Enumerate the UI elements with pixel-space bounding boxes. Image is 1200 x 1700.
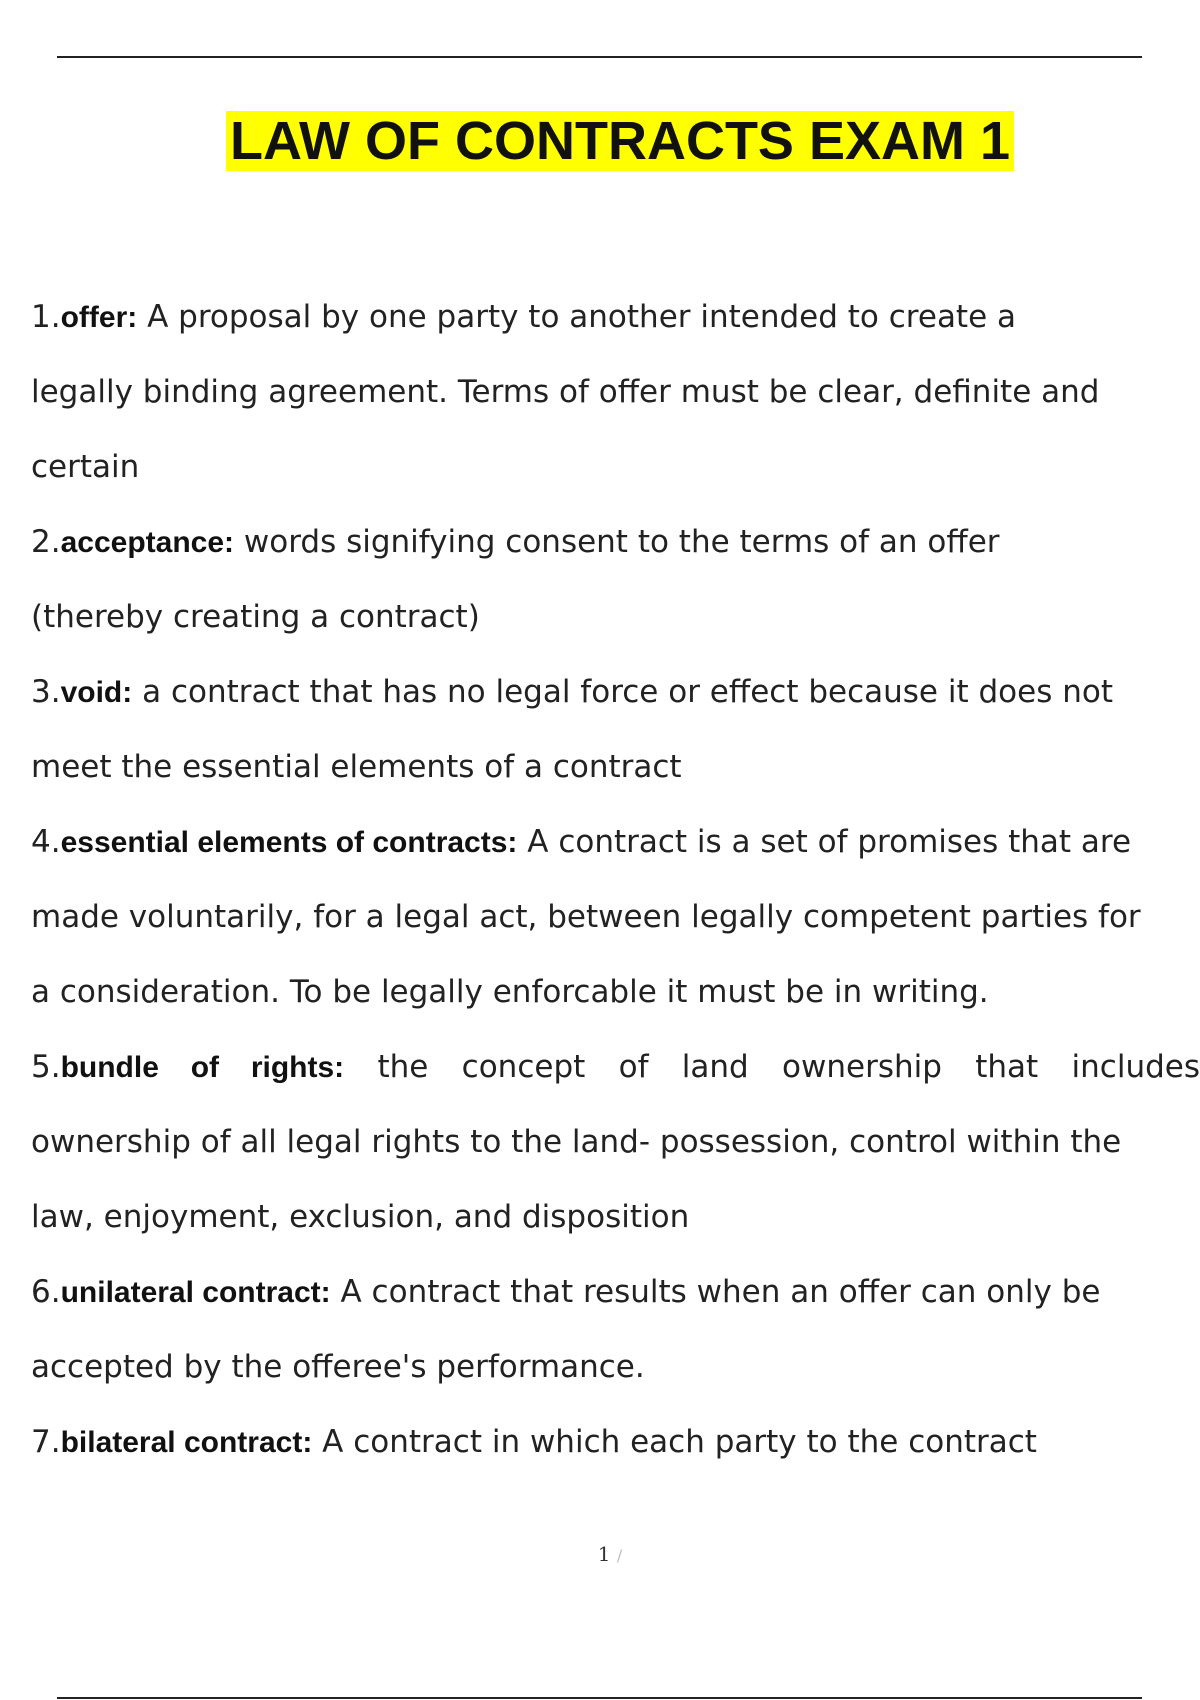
page-number-value: 1	[597, 1542, 611, 1566]
title-highlight: LAW OF CONTRACTS EXAM 1	[226, 111, 1014, 171]
term-item-bilateral-contract	[31, 1405, 1200, 1480]
definition-line: meet the essential elements of a contract	[31, 749, 682, 785]
document-title	[0, 108, 1200, 174]
term-label: bundle of rights:	[60, 1051, 345, 1084]
term-item-essential-elements	[31, 805, 1200, 880]
definition-line: accepted by the offeree's performance.	[31, 1349, 645, 1385]
definition-text: A proposal by one party to another intended to create a	[137, 299, 1017, 335]
term-item-unilateral-contract	[31, 1255, 1200, 1330]
definition-line: legally binding agreement. Terms of offer must be clear, definite and	[31, 374, 1100, 410]
term-item-void	[31, 655, 1200, 730]
item-number: 4.	[31, 824, 61, 860]
terms-list	[31, 280, 1200, 1480]
definition-line: a consideration. To be legally enforcable it must be in writing.	[31, 974, 989, 1010]
definition-text: A contract is a set of promises that are	[517, 824, 1132, 860]
definition-line: ownership of all legal rights to the land- possession, control within the	[31, 1124, 1122, 1160]
definition-text: A contract that results when an offer can only be	[330, 1274, 1101, 1310]
page-number	[0, 1542, 1200, 1566]
term-label: essential elements of contracts:	[60, 826, 518, 859]
item-number: 1.	[31, 299, 61, 335]
item-number: 6.	[31, 1274, 61, 1310]
term-label: void:	[60, 676, 133, 709]
page-separator: /	[616, 1546, 623, 1565]
bottom-rule	[57, 1697, 1142, 1699]
term-item-offer	[31, 280, 1200, 355]
item-number: 3.	[31, 674, 61, 710]
definition-text: words signifying consent to the terms of an offer	[234, 524, 1000, 560]
item-number: 5.	[31, 1049, 61, 1085]
definition-line: made voluntarily, for a legal act, between legally competent parties for	[31, 899, 1141, 935]
top-rule	[57, 56, 1142, 58]
term-item-acceptance	[31, 505, 1200, 580]
definition-text: a contract that has no legal force or effect because it does not	[132, 674, 1113, 710]
term-label: acceptance:	[60, 526, 235, 559]
term-label: unilateral contract:	[60, 1276, 331, 1309]
item-number: 2.	[31, 524, 61, 560]
definition-line: (thereby creating a contract)	[31, 599, 480, 635]
definition-line: certain	[31, 449, 140, 485]
term-label: offer:	[60, 301, 138, 334]
definition-line: law, enjoyment, exclusion, and disposition	[31, 1199, 690, 1235]
definition-text: the concept of land ownership that includes	[344, 1049, 1200, 1085]
definition-text: A contract in which each party to the contract	[312, 1424, 1037, 1460]
item-number: 7.	[31, 1424, 61, 1460]
term-label: bilateral contract:	[60, 1426, 313, 1459]
term-item-bundle-of-rights	[31, 1030, 1200, 1105]
